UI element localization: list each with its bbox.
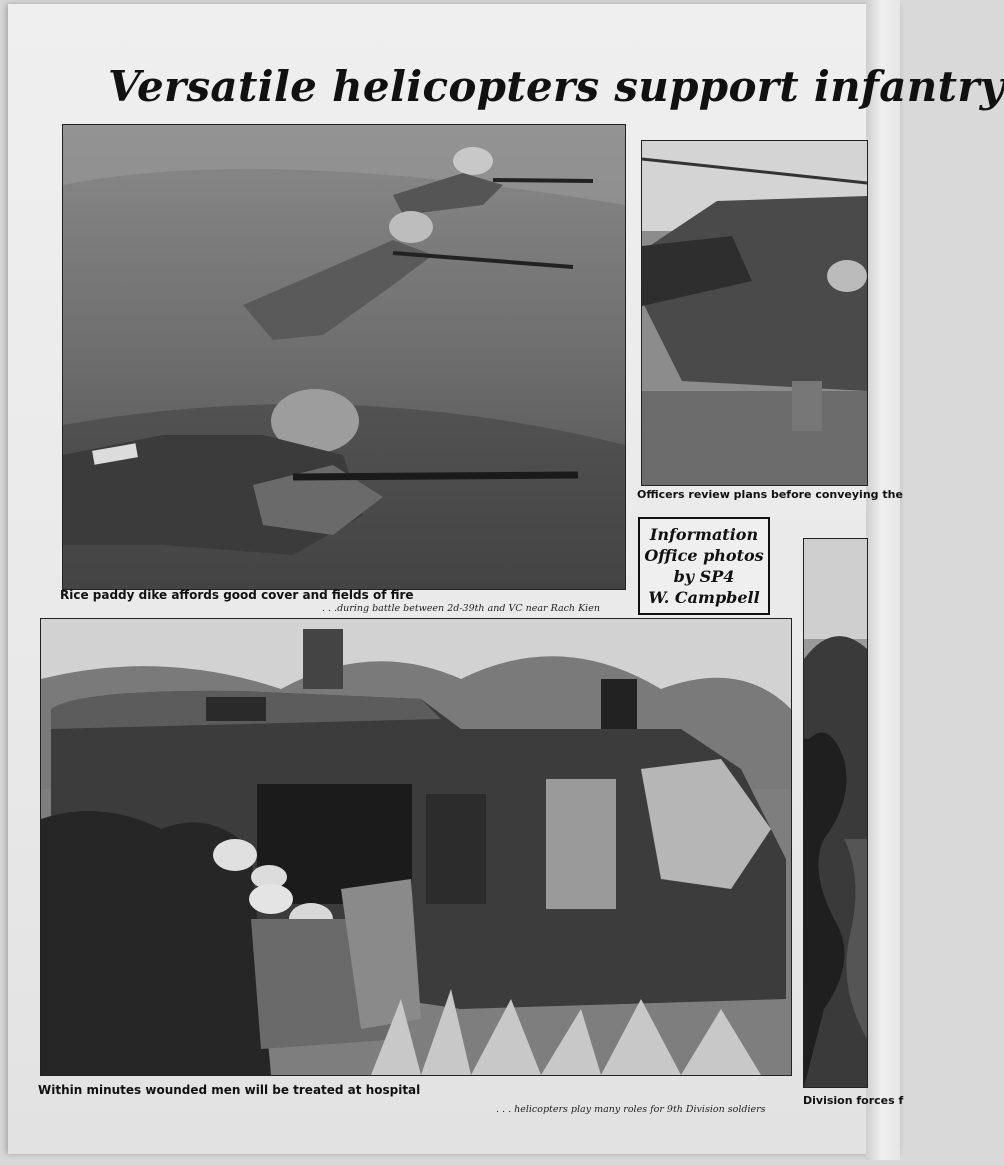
foliage-photo-graphic: [804, 539, 867, 1087]
headline: Versatile helicopters support infantry: [108, 62, 1004, 111]
page-fold: [866, 0, 900, 1160]
wounded-caption: Within minutes wounded men will be treated at hospital: [38, 1083, 421, 1097]
credit-line: Office photos: [644, 546, 764, 565]
photo-division-forces: [803, 538, 868, 1088]
rice-paddy-caption: Rice paddy dike affords good cover and fields of fire: [60, 588, 414, 602]
rice-paddy-subcaption: . . .during battle between 2d-39th and VC near Rach Kien: [322, 603, 600, 614]
medevac-photo-graphic: [41, 619, 791, 1075]
division-caption: Division forces f: [803, 1094, 904, 1107]
photo-wounded-evacuation: [40, 618, 792, 1076]
credit-line: W. Campbell: [648, 588, 760, 607]
helicopter-photo-graphic: [642, 141, 867, 485]
wounded-subcaption: . . . helicopters play many roles for 9th Division soldiers: [496, 1104, 766, 1115]
photo-rice-paddy: [62, 124, 626, 590]
photo-officers-helicopter: [641, 140, 868, 486]
credit-line: Information: [649, 525, 759, 544]
photo-credit-box: [638, 517, 770, 615]
soldiers-photo-graphic: [63, 125, 625, 589]
credit-line: by SP4: [673, 567, 735, 586]
officers-caption: Officers review plans before conveying the: [637, 488, 903, 501]
